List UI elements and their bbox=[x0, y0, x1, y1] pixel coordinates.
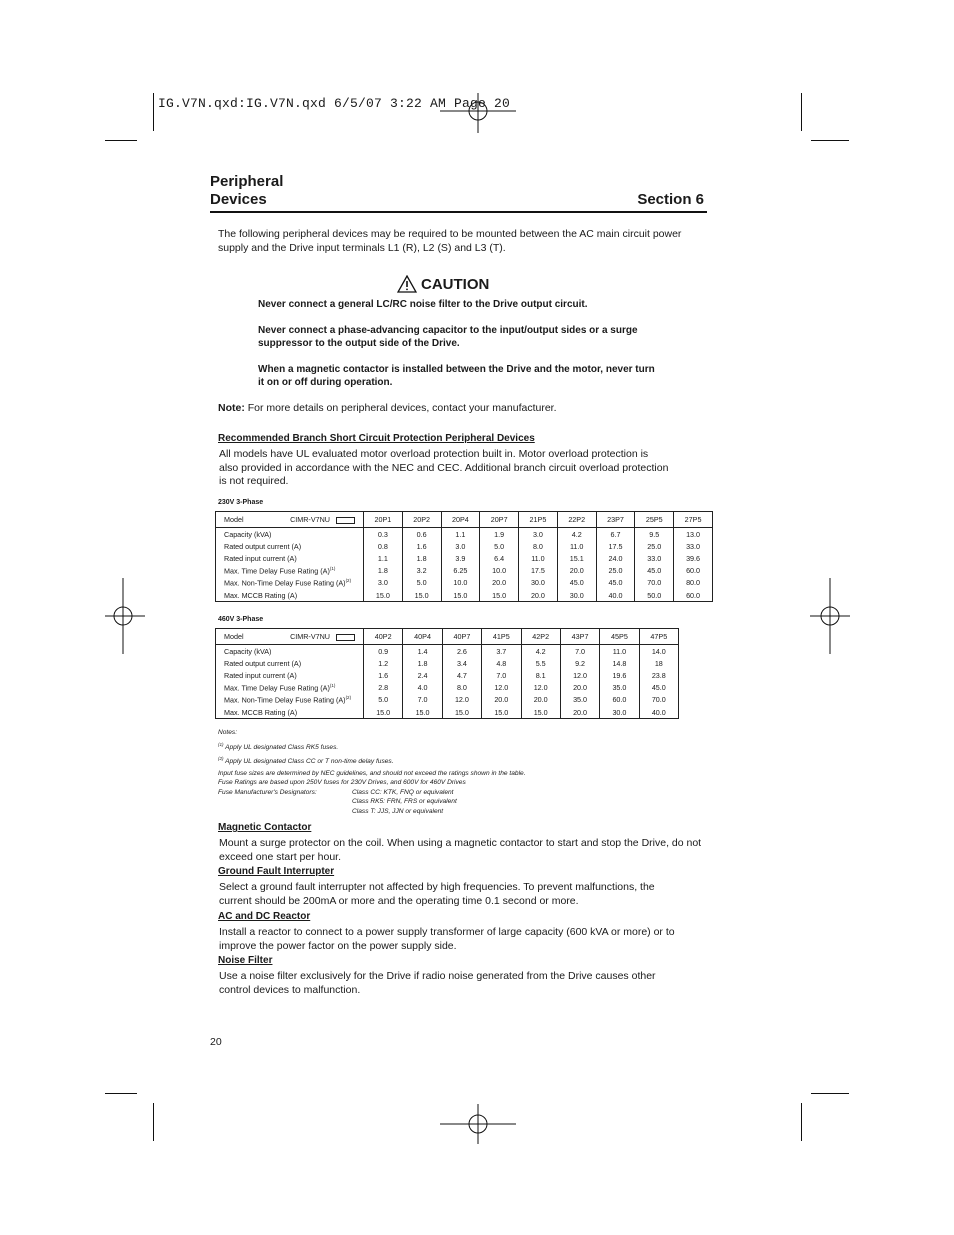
table-cell: 4.2 bbox=[557, 528, 596, 541]
table-cell: 1.6 bbox=[364, 669, 403, 681]
table-cell: 15.0 bbox=[364, 589, 403, 602]
table-row bbox=[216, 657, 679, 669]
table-cell: 0.8 bbox=[364, 540, 403, 552]
table-cell: 2.8 bbox=[364, 682, 403, 694]
model-cell: 42P2 bbox=[521, 629, 560, 645]
registration-mark-left bbox=[105, 578, 145, 654]
model-cell: 22P2 bbox=[557, 512, 596, 528]
row-label: Rated input current (A) bbox=[216, 669, 364, 681]
model-cell: 25P5 bbox=[635, 512, 674, 528]
table-cell: 2.4 bbox=[403, 669, 442, 681]
note-text: For more details on peripheral devices, contact your manufacturer. bbox=[247, 402, 557, 414]
table-row bbox=[216, 552, 713, 564]
table-cell: 70.0 bbox=[635, 577, 674, 589]
caution-label: CAUTION bbox=[421, 275, 490, 293]
table-cell: 40.0 bbox=[596, 589, 635, 602]
section-heading-reactor: AC and DC Reactor bbox=[218, 911, 311, 922]
table-cell: 0.6 bbox=[402, 528, 441, 541]
table-cell: 1.6 bbox=[402, 540, 441, 552]
table-cell: 14.8 bbox=[600, 657, 639, 669]
table-cell: 14.0 bbox=[639, 645, 678, 658]
table-cell: 20.0 bbox=[482, 694, 521, 706]
table-cell: 20.0 bbox=[521, 694, 560, 706]
table-row bbox=[216, 706, 679, 719]
table-cell: 1.4 bbox=[403, 645, 442, 658]
table-cell: 1.1 bbox=[364, 552, 403, 564]
table-cell: 6.7 bbox=[596, 528, 635, 541]
table-cell: 30.0 bbox=[600, 706, 639, 719]
table-row bbox=[216, 645, 679, 658]
table-cell: 60.0 bbox=[674, 589, 713, 602]
table-cell: 3.4 bbox=[442, 657, 481, 669]
section-text-reactor: Install a reactor to connect to a power supply transformer of large capacity (600 kVA or more) or to improve the power factor on the power supply side. bbox=[219, 926, 675, 952]
table-cell: 12.0 bbox=[560, 669, 599, 681]
model-cell: 20P4 bbox=[441, 512, 480, 528]
table-row bbox=[216, 589, 713, 602]
table-cell: 11.0 bbox=[557, 540, 596, 552]
table-cell: 25.0 bbox=[596, 565, 635, 577]
caution-item: When a magnetic contactor is installed between the Drive and the motor, never turn it on or off during operation. bbox=[258, 364, 655, 388]
table-cell: 1.8 bbox=[402, 552, 441, 564]
table-cell: 11.0 bbox=[519, 552, 558, 564]
table-cell: 33.0 bbox=[635, 552, 674, 564]
table-cell: 60.0 bbox=[600, 694, 639, 706]
model-label: Model bbox=[224, 515, 244, 524]
table-460-caption: 460V 3-Phase bbox=[218, 616, 264, 623]
table-cell: 3.0 bbox=[519, 528, 558, 541]
section-heading-ground-fault: Ground Fault Interrupter bbox=[218, 866, 335, 877]
table-cell: 15.1 bbox=[557, 552, 596, 564]
table-cell: 20.0 bbox=[560, 682, 599, 694]
table-cell: 0.3 bbox=[364, 528, 403, 541]
table-cell: 33.0 bbox=[674, 540, 713, 552]
row-label: Max. Non-Time Delay Fuse Rating $(A)^{(2)}$ bbox=[216, 694, 364, 706]
table-cell: 5.5 bbox=[521, 657, 560, 669]
row-label: Max. MCCB Rating (A) bbox=[216, 589, 364, 602]
table-cell: 1.8 bbox=[403, 657, 442, 669]
table-cell: 3.2 bbox=[402, 565, 441, 577]
table-cell: 6.25 bbox=[441, 565, 480, 577]
table-cell: 8.1 bbox=[521, 669, 560, 681]
page-title bbox=[210, 173, 283, 209]
note-label: Note: bbox=[218, 402, 245, 414]
table-cell: 4.7 bbox=[442, 669, 481, 681]
table-cell: 1.9 bbox=[480, 528, 519, 541]
page-number: 20 bbox=[210, 1036, 222, 1048]
table-cell: 5.0 bbox=[364, 694, 403, 706]
table-cell: 45.0 bbox=[596, 577, 635, 589]
notes-title: Notes: bbox=[218, 729, 238, 736]
note-1: $^{(1)}$ Apply UL designated Class RK5 fuses. bbox=[218, 741, 339, 751]
table-cell: 12.0 bbox=[442, 694, 481, 706]
table-cell: 35.0 bbox=[600, 682, 639, 694]
table-460v bbox=[215, 628, 679, 719]
table-cell: 1.2 bbox=[364, 657, 403, 669]
row-label: Max. MCCB Rating (A) bbox=[216, 706, 364, 719]
table-row bbox=[216, 682, 679, 694]
designator-item: Class RK5: FRN, FRS or equivalent bbox=[352, 798, 457, 806]
section-heading-noise-filter: Noise Filter bbox=[218, 955, 273, 966]
model-cell: 47P5 bbox=[639, 629, 678, 645]
table-cell: 15.0 bbox=[402, 589, 441, 602]
table-cell: 6.4 bbox=[480, 552, 519, 564]
caution-item: Never connect a general LC/RC noise filter to the Drive output circuit. bbox=[258, 299, 588, 310]
table-header-row bbox=[216, 512, 713, 528]
table-cell: 30.0 bbox=[519, 577, 558, 589]
row-label: Rated output current (A) bbox=[216, 657, 364, 669]
table-cell: 3.9 bbox=[441, 552, 480, 564]
section-heading-magnetic-contactor: Magnetic Contactor bbox=[218, 822, 312, 833]
table-cell: 7.0 bbox=[560, 645, 599, 658]
table-cell: 10.0 bbox=[480, 565, 519, 577]
warning-triangle-icon bbox=[397, 275, 417, 293]
table-row bbox=[216, 694, 679, 706]
table-cell: 11.0 bbox=[600, 645, 639, 658]
table-cell: 17.5 bbox=[596, 540, 635, 552]
table-cell: 4.8 bbox=[482, 657, 521, 669]
intro-paragraph: The following peripheral devices may be required to be mounted between the AC main circuit power supply and the Drive input terminals L1 (R), L2 (S) and L3 (T). bbox=[218, 228, 682, 254]
table-cell: 25.0 bbox=[635, 540, 674, 552]
table-230-caption: 230V 3-Phase bbox=[218, 499, 264, 506]
table-cell: 1.1 bbox=[441, 528, 480, 541]
model-code-box bbox=[336, 634, 355, 641]
table-cell: 3.0 bbox=[441, 540, 480, 552]
table-cell: 24.0 bbox=[596, 552, 635, 564]
table-cell: 3.0 bbox=[364, 577, 403, 589]
table-cell: 10.0 bbox=[441, 577, 480, 589]
table-cell: 35.0 bbox=[560, 694, 599, 706]
model-cell: 41P5 bbox=[482, 629, 521, 645]
model-cell: 20P7 bbox=[480, 512, 519, 528]
recommended-text: All models have UL evaluated motor overload protection built in. Motor overload protection is also provided in accordance with the NEC and CEC. Additional branch circuit overload protection is not required. bbox=[219, 448, 669, 487]
caution-item: Never connect a phase-advancing capacitor to the input/output sides or a surge suppressor to the output side of the Drive. bbox=[258, 325, 638, 349]
table-cell: 20.0 bbox=[519, 589, 558, 602]
model-cell: 40P7 bbox=[442, 629, 481, 645]
model-label: Model bbox=[224, 632, 244, 641]
row-label: Max. Time Delay Fuse Rating $(A)^{(1)}$ bbox=[216, 565, 364, 577]
designator-item: Class T: JJS, JJN or equivalent bbox=[352, 807, 444, 815]
table-cell: 0.9 bbox=[364, 645, 403, 658]
section-text-ground-fault: Select a ground fault interrupter not affected by high frequencies. To prevent malfunctions, the current should be 200mA or more and the operating time 0.1 second or more. bbox=[219, 881, 655, 907]
table-cell: 17.5 bbox=[519, 565, 558, 577]
table-cell: 15.0 bbox=[403, 706, 442, 719]
table-cell: 39.6 bbox=[674, 552, 713, 564]
section-text-noise-filter: Use a noise filter exclusively for the Drive if radio noise generated from the Drive causes other control devices to malfunction. bbox=[219, 970, 656, 996]
section-text-magnetic-contactor: Mount a surge protector on the coil. When using a magnetic contactor to start and stop the Drive, do not exceed one start per hour. bbox=[219, 837, 702, 863]
model-cell: 20P2 bbox=[402, 512, 441, 528]
note-fuse-ratings: Fuse Ratings are based upon 250V fuses for 230V Drives, and 600V for 460V Drives bbox=[218, 779, 466, 787]
table-cell: 15.0 bbox=[442, 706, 481, 719]
table-cell: 30.0 bbox=[557, 589, 596, 602]
note-2: $^{(2)}$ Apply UL designated Class CC or T non-time delay fuses. bbox=[218, 756, 394, 766]
title-line-2: Devices bbox=[210, 191, 267, 208]
print-slug: IG.V7N.qxd:IG.V7N.qxd 6/5/07 3:22 AM Page 20 bbox=[158, 96, 511, 111]
table-cell: 70.0 bbox=[639, 694, 678, 706]
section-label: Section 6 bbox=[637, 191, 704, 208]
caution-heading bbox=[397, 275, 489, 293]
table-cell: 50.0 bbox=[635, 589, 674, 602]
table-cell: 5.0 bbox=[480, 540, 519, 552]
table-cell: 7.0 bbox=[403, 694, 442, 706]
table-cell: 13.0 bbox=[674, 528, 713, 541]
series-label: CIMR-V7NU bbox=[290, 515, 330, 524]
row-label: Max. Time Delay Fuse Rating $(A)^{(1)}$ bbox=[216, 682, 364, 694]
table-230v bbox=[215, 511, 713, 602]
designators-label: Fuse Manufacturer's Designators: bbox=[218, 788, 317, 796]
model-cell: 45P5 bbox=[600, 629, 639, 645]
fuse-designators bbox=[218, 788, 698, 817]
table-cell: 2.6 bbox=[442, 645, 481, 658]
table-cell: 12.0 bbox=[482, 682, 521, 694]
table-cell: 45.0 bbox=[635, 565, 674, 577]
table-cell: 20.0 bbox=[480, 577, 519, 589]
table-row bbox=[216, 669, 679, 681]
table-cell: 15.0 bbox=[441, 589, 480, 602]
table-cell: 45.0 bbox=[639, 682, 678, 694]
row-label: Max. Non-Time Delay Fuse Rating $(A)^{(2)}$ bbox=[216, 577, 364, 589]
model-cell: 40P4 bbox=[403, 629, 442, 645]
table-cell: 3.7 bbox=[482, 645, 521, 658]
table-cell: 15.0 bbox=[364, 706, 403, 719]
table-cell: 19.6 bbox=[600, 669, 639, 681]
row-label: Capacity (kVA) bbox=[216, 645, 364, 658]
table-cell: 7.0 bbox=[482, 669, 521, 681]
table-cell: 20.0 bbox=[557, 565, 596, 577]
table-row bbox=[216, 577, 713, 589]
model-cell: 43P7 bbox=[560, 629, 599, 645]
table-cell: 8.0 bbox=[442, 682, 481, 694]
title-line-1: Peripheral bbox=[210, 173, 284, 190]
table-cell: 12.0 bbox=[521, 682, 560, 694]
table-cell: 15.0 bbox=[521, 706, 560, 719]
table-row bbox=[216, 565, 713, 577]
table-cell: 1.8 bbox=[364, 565, 403, 577]
model-cell: 21P5 bbox=[519, 512, 558, 528]
table-cell: 15.0 bbox=[480, 589, 519, 602]
model-cell: 23P7 bbox=[596, 512, 635, 528]
table-cell: 8.0 bbox=[519, 540, 558, 552]
table-cell: 9.2 bbox=[560, 657, 599, 669]
registration-mark-bottom bbox=[440, 1104, 516, 1144]
designator-item: Class CC: KTK, FNQ or equivalent bbox=[352, 788, 454, 796]
table-row bbox=[216, 540, 713, 552]
model-cell: 40P2 bbox=[364, 629, 403, 645]
table-cell: 4.2 bbox=[521, 645, 560, 658]
registration-mark-right bbox=[810, 578, 850, 654]
model-cell: 20P1 bbox=[364, 512, 403, 528]
table-cell: 23.8 bbox=[639, 669, 678, 681]
table-cell: 9.5 bbox=[635, 528, 674, 541]
recommended-heading: Recommended Branch Short Circuit Protection Peripheral Devices bbox=[218, 433, 535, 444]
table-notes bbox=[218, 728, 698, 816]
series-label: CIMR-V7NU bbox=[290, 632, 330, 641]
table-cell: 45.0 bbox=[557, 577, 596, 589]
table-cell: 20.0 bbox=[560, 706, 599, 719]
note-fuse-sizes: Input fuse sizes are determined by NEC guidelines, and should not exceed the ratings shown in the table. bbox=[218, 769, 526, 777]
table-cell: 15.0 bbox=[482, 706, 521, 719]
table-header-row bbox=[216, 629, 679, 645]
table-cell: 4.0 bbox=[403, 682, 442, 694]
table-cell: 18 bbox=[639, 657, 678, 669]
table-cell: 5.0 bbox=[402, 577, 441, 589]
table-row bbox=[216, 528, 713, 541]
row-label: Capacity (kVA) bbox=[216, 528, 364, 541]
row-label: Rated input current (A) bbox=[216, 552, 364, 564]
note bbox=[218, 402, 557, 416]
table-cell: 80.0 bbox=[674, 577, 713, 589]
table-cell: 60.0 bbox=[674, 565, 713, 577]
model-cell: 27P5 bbox=[674, 512, 713, 528]
model-code-box bbox=[336, 517, 355, 524]
table-cell: 40.0 bbox=[639, 706, 678, 719]
header-rule bbox=[210, 211, 707, 213]
row-label: Rated output current (A) bbox=[216, 540, 364, 552]
